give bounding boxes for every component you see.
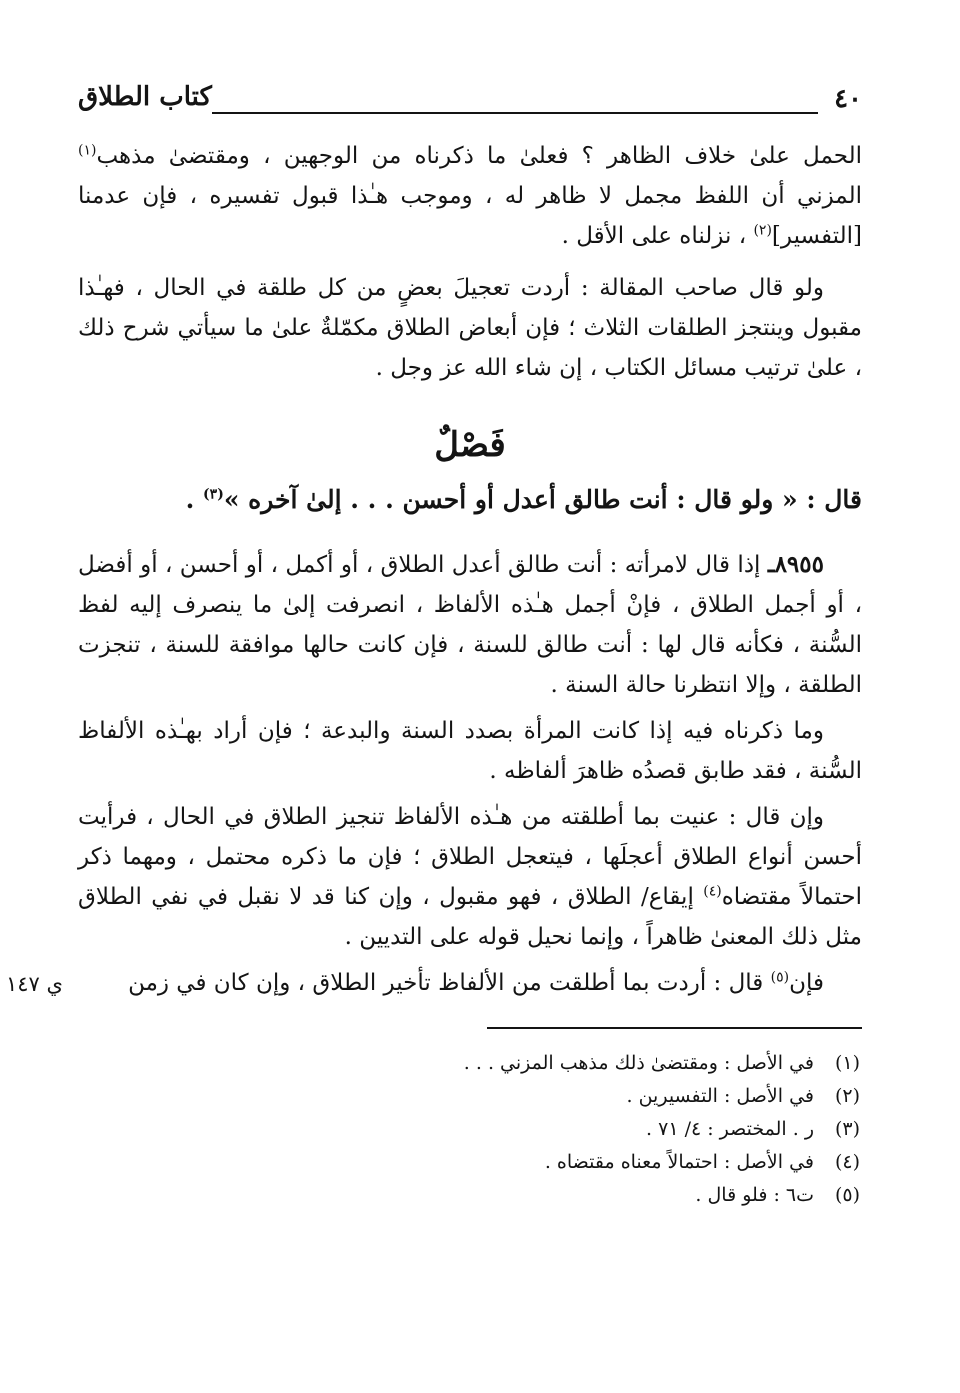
paragraph-1-text-end: ، نزلناه على الأقل . <box>561 223 754 249</box>
paragraph-tanjiz-text: وإن قال : عنيت بما أطلقته من هـٰذه الألفاظ تنجيز الطلاق في الحال ، فرأيت أحسن أنواع الطلاق أعجلَها ، فيتعجل الطلاق ؛ فإن ما ذكره محتمل ، ومهما ذكر احتمالاً مقتضاه <box>78 804 862 910</box>
book-title: كتاب الطلاق <box>78 82 212 112</box>
footnote-text: في الأصل : احتمالاً معناه مقتضاه . <box>544 1151 814 1173</box>
paragraph-1-text: الحمل علىٰ خلاف الظاهر ؟ فعلىٰ ما ذكرناه من الوجهين ، ومقتضىٰ مذهب <box>96 143 862 169</box>
footnote-number: (٣) <box>834 1118 860 1140</box>
footnote-ref-1: (١) <box>78 142 97 159</box>
quote-end: . <box>185 485 204 514</box>
paragraph-takhir-cont: قال : أردت بما أطلقت من الألفاظ تأخير الطلاق ، وإن كان في زمن <box>128 970 771 996</box>
footnote-item <box>78 1047 862 1080</box>
footnote-ref-3: (٣) <box>203 486 224 503</box>
book-page <box>78 82 862 1212</box>
footnote-ref-5: (٥) <box>770 969 790 986</box>
footnote-item <box>78 1179 862 1212</box>
footnote-number: (٢) <box>834 1085 860 1107</box>
paragraph-2: ولو قال صاحب المقالة : أردت تعجيلَ بعضٍ من كل طلقة في الحال ، فهـٰذا مقبول وينتجز الطلقات الثلاث ؛ فإن أبعاض الطلاق مكمّلةٌ علىٰ ما سيأتي شرح ذلك ، علىٰ ترتيب مسائل الكتاب ، إن شاء الله عز وجل . <box>78 275 862 381</box>
header-rule <box>212 112 818 114</box>
paragraph-tanjiz-cont: إيقاع/ الطلاق ، فهو مقبول ، وإن كنا قد لا نقبل في نفي الطلاق مثل ذلك المعنىٰ ظاهراً ، وإنما نحيل قوله على التديين . <box>78 884 862 950</box>
footnote-item <box>78 1146 862 1179</box>
section-quote <box>78 480 862 520</box>
margin-manuscript-note: ي ١٤٧ <box>6 972 63 996</box>
footnote-item <box>78 1113 862 1146</box>
footnote-text: في الأصل : ومقتضىٰ ذلك مذهب المزني . . . <box>463 1052 814 1074</box>
page-number: ٤٠ <box>834 84 862 114</box>
paragraph-tanjiz <box>78 797 862 957</box>
footnotes <box>78 1047 862 1212</box>
footnote-ref-2: (٢) <box>753 222 772 239</box>
paragraph-sunna: وما ذكرناه فيه إذا كانت المرأة بصدد السنة والبدعة ؛ فإن أراد بهـٰذه الألفاظ السُّنة ، فقد طابق قصدُه ظاهرَ ألفاظه . <box>78 718 862 784</box>
paragraph-takhir-text: فإن <box>789 970 824 996</box>
footnote-number: (١) <box>834 1052 860 1074</box>
footnote-text: ت٦ : فلو قال . <box>695 1184 814 1206</box>
paragraph-1 <box>78 136 862 256</box>
quote-text: قال : « ولو قال : أنت طالق أعدل أو أحسن . . . إلىٰ آخره » <box>223 485 862 514</box>
paragraph-8955 <box>78 545 862 705</box>
paragraph-takhir <box>78 963 862 1003</box>
footnote-item <box>78 1080 862 1113</box>
footnote-text: في الأصل : التفسيرين . <box>626 1085 814 1107</box>
footnote-rule <box>487 1027 862 1029</box>
footnote-number: (٥) <box>834 1184 860 1206</box>
footnote-number: (٤) <box>834 1151 860 1173</box>
footnote-ref-4: (٤) <box>703 883 722 900</box>
issue-number: ٨٩٥٥ـ <box>767 551 824 578</box>
footnote-text: ر . المختصر : ٤/ ٧١ . <box>646 1118 814 1140</box>
paragraph-1-text-cont: المزني أن اللفظ مجمل لا ظاهر له ، وموجب هـٰذا قبول تفسيره ، فإن عدمنا [التفسير] <box>78 183 862 249</box>
section-heading: فَصْلٌ <box>434 425 506 465</box>
paragraph-8955-text: إذا قال لامرأته : أنت طالق أعدل الطلاق ، أو أكمل ، أو أحسن ، أو أفضل ، أو أجمل الطلاق ، فإنْ أجمل هـٰذه الألفاظ ، انصرفت إلىٰ ما ينصرف إليه لفظ السُّنة ، فكأنه قال لها : أنت طالق للسنة ، فإن كانت حالها موافقة للسنة ، تنجزت الطلقة ، وإلا انتظرنا حالة السنة . <box>78 552 862 698</box>
running-header <box>78 82 862 118</box>
